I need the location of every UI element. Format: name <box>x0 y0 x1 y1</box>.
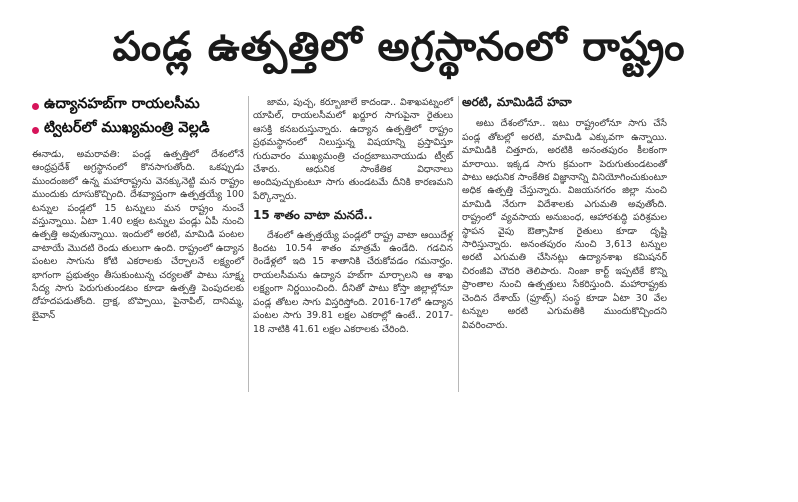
headline: పండ్ల ఉత్పత్తిలో అగ్రస్థానంలో రాష్ట్రం <box>112 24 686 70</box>
subhead-2 <box>32 120 210 140</box>
column-1-text: ఈనాడు, అమరావతి: పండ్ల ఉత్పత్తిలో దేశంలోనే ఆంధ్రప్రదేశ్ అగ్రస్థానంలో కొనసాగుతోంది. ఒకప్పుడు ముందంజలో ఉన్న మహారాష్ట్రను వెనక్కునెట్టి మన రాష్ట్రం ముందుకు దూసుకొచ్చింది. దేశవ్యాప్తంగా ఉత్పత్తయ్యే 100 టన్నుల పండ్లలో 15 టన్నులు మన రాష్ట్రం నుంచే వస్తున్నాయి. ఏటా 1.40 లక్షల టన్నుల పండ్లు ఏపీ నుంచి ఉత్పత్తి అవుతున్నాయి. ఇందులో అరటి, మామిడి పంటల వాటాయే మొదటి రెండు తులుగా ఉంది. రాష్ట్రంలో ఉద్యాన పంటల సాగును కోటి ఎకరాలకు చేర్చాలనే లక్ష్యంలో భాగంగా ప్రభుత్వం తీసుకుంటున్న చర్యలతో పాటు సూక్ష్మ సేద్య సాగు పెరుగుతుండటం కూడా ఉత్పత్తి పెంపుదలకు దోహదపడుతోంది. ద్రాక్ష, బొప్పాయి, పైనాపిల్, దానిమ్మ, బైవాన్ <box>32 149 244 321</box>
column-3-text: అటు దేశంలోనూ.. ఇటు రాష్ట్రంలోనూ సాగు చేసే పండ్ల తోటల్లో అరటి, మామిడి ఎక్కువగా ఉన్నాయి. మామిడికి చిత్తూరు, అరటికి అనంతపురం కీలకంగా మారాయి. ఇక్కడ సాగు క్రమంగా పెరుగుతుండటంతో పాటు ఆధునిక సాంకేతిక విజ్ఞానాన్ని వినియోగించుకుంటూ అధిక ఉత్పత్తి చేస్తున్నారు. విజయనగరం జిల్లా నుంచి మామిడి నేరుగా విదేశాలకు ఎగుమతి అవుతోంది. రాష్ట్రంలో వ్యవసాయ అనుబంధ, ఆహారశుద్ధి పరిశ్రమల స్థాపన వైపు ఔత్సాహిక రైతులు కూడా దృష్టి సారిస్తున్నారు. అనంతపురం నుంచి 3,613 టన్నుల అరటి ఎగుమతి చేసినట్లు ఉద్యానశాఖ కమిషనర్ చిరంజీవి చౌదరి తెలిపారు. నింజా కార్ట్ ఇప్పటికే కొన్ని ప్రాంతాల నుంచి ఉత్పత్తులు సేకరిస్తుంది. మహారాష్ట్రకు చెందిన దేశాయ్ (ఫ్రూట్స్) సంస్థ కూడా ఏటా 30 వేల టన్నుల అరటి ఎగుమతికి ముందుకొచ్చిందని వివరించారు. <box>462 118 667 331</box>
bullet-icon <box>32 127 39 134</box>
article-column-3 <box>462 96 667 332</box>
column-2-text-2: దేశంలో ఉత్పత్తయ్యే పండ్లలో రాష్ట్ర వాటా ఆయిదేళ్ల కిందట 10.54 శాతం మాత్రమే ఉండేది. గడచిన రెండేళ్లలో ఇది 15 శాతానికి చేరుకోవడం గమనార్హం. రాయలసీమను ఉద్యాన హబ్‌గా మార్చాలని ఆ శాఖ లక్ష్యంగా నిర్ణయించింది. దీనితో పాటు కోస్తా జిల్లాల్లోనూ పండ్ల తోటల సాగు విస్తరిస్తోంది. 2016-17లో ఉద్యాన పంటల సాగు 39.81 లక్షల ఎకరాల్లో ఉంటే.. 2017-18 నాటికి 41.61 లక్షల ఎకరాలకు చేరింది. <box>253 229 453 335</box>
subhead-2-text: ట్విటర్‌లో ముఖ్యమంత్రి వెల్లడి <box>44 120 210 136</box>
article-column-1 <box>32 148 244 322</box>
column-divider <box>458 96 459 392</box>
article-column-2 <box>253 96 453 336</box>
subhead-1 <box>32 96 200 116</box>
bullet-icon <box>32 103 39 110</box>
column-2-text-1: జామ, పుచ్చ, కర్బూజాలే కాదండా.. విశాఖపట్నంలో యాపిల్, రాయలసీమలో ఖర్జూర సాగుపైనా రైతులు ఆసక్తి కనబరుస్తున్నారు. ఉద్యాన ఉత్పత్తిలో రాష్ట్రం ప్రథమస్థానంలో నిలుస్తున్న విషయాన్ని ప్రస్తావిస్తూ గురువారం ముఖ్యమంత్రి చంద్రబాబునాయుడు ట్వీట్ చేశారు. ఆధునిక సాంకేతిక విధానాలు అందిపుచ్చుకుంటూ సాగు తుండటమే దీనికి కారణమని పేర్కొన్నారు. <box>253 97 453 202</box>
section-heading-share: 15 శాతం వాటా మనదే.. <box>253 208 373 223</box>
section-heading-banana-mango: అరటి, మామిడిదే హవా <box>462 95 572 109</box>
subhead-1-text: ఉద్యానహబ్‌గా రాయలసీమ <box>44 96 200 112</box>
column-divider <box>248 96 249 392</box>
